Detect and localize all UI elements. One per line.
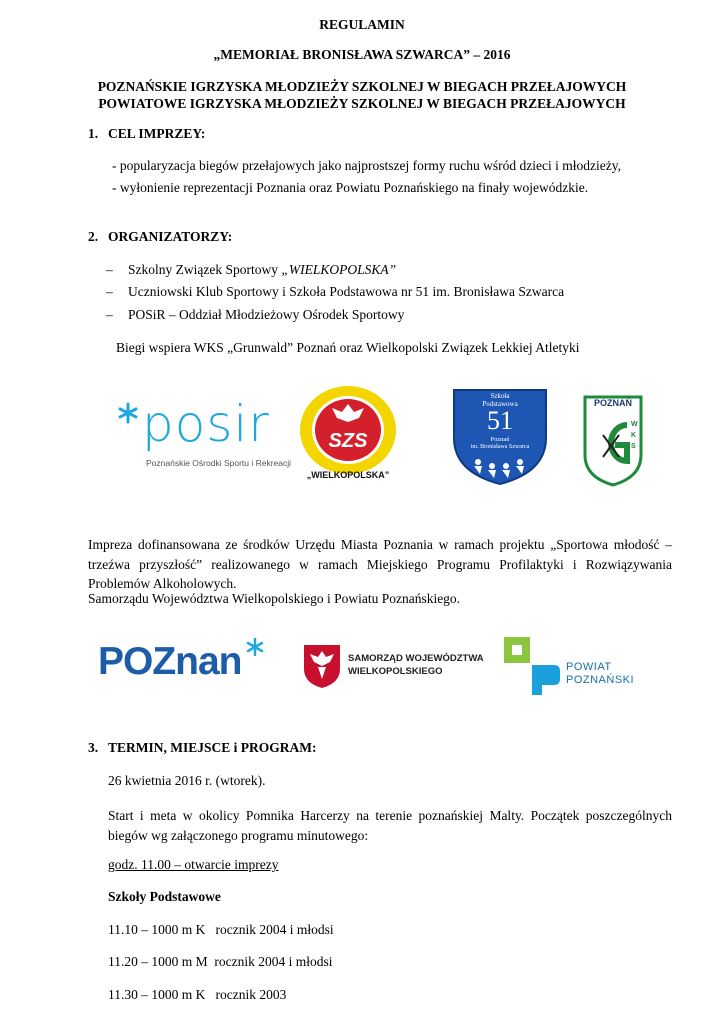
poznan-city-logo [98, 638, 268, 688]
sp51-top-1: Szkoła [490, 392, 510, 400]
list-item [106, 284, 564, 300]
opening-time: godz. 11.00 – otwarcie imprezy [108, 857, 279, 872]
section-1-title: CEL IMPRZEY: [108, 126, 206, 141]
organizer-1-italic: „WIELKOPOLSKA” [281, 262, 397, 277]
run-item: 11.30 – 1000 m K rocznik 2003 [108, 987, 287, 1002]
wks-letters: WKS [631, 421, 638, 450]
document-subtitle: „MEMORIAŁ BRONISŁAWA SZWARCA” – 2016 [213, 47, 511, 62]
section-3-number: 3. [88, 740, 99, 755]
section-1-item-1: - popularyzacja biegów przełajowych jako najprostszej formy ruchu wśród dzieci i młodzieży, [112, 158, 621, 173]
document-title: REGULAMIN [319, 17, 405, 32]
sp51-patron: im. Bronisława Szwarca [470, 444, 530, 450]
poznan-star-icon [246, 638, 264, 656]
section-1-number: 1. [88, 126, 99, 141]
szs-letters: SZS [328, 430, 368, 452]
wks-city: POZNAŃ [594, 398, 632, 408]
section-3-title: TERMIN, MIEJSCE i PROGRAM: [108, 740, 317, 755]
section-1-item-2: - wyłonienie reprezentacji Poznania oraz Powiatu Poznańskiego na finały wojewódzkie. [112, 180, 589, 195]
sp51-top-2: Podstawowa [482, 400, 518, 408]
samorzad-logo [302, 643, 484, 689]
posir-caption: Poznańskie Ośrodki Sportu i Rekreacji [146, 458, 292, 468]
powiat-poznanski-logo [502, 635, 642, 697]
funding-line-2: Samorządu Województwa Wielkopolskiego i Powiatu Poznańskiego. [88, 591, 461, 606]
list-item [106, 262, 396, 278]
szs-wielkopolska-logo [296, 384, 402, 490]
wks-grunwald-logo [583, 395, 643, 487]
header-line-1: POZNAŃSKIE IGRZYSKA MŁODZIEŻY SZKOLNEJ W BIEGACH PRZEŁAJOWYCH [97, 79, 627, 94]
samorzad-line-2: WIELKOPOLSKIEGO [348, 666, 443, 677]
list-item [106, 307, 404, 323]
powiat-line-2: POZNAŃSKI [566, 674, 635, 686]
run-item: 11.10 – 1000 m K rocznik 2004 i młodsi [108, 922, 334, 937]
samorzad-line-1: SAMORZĄD WOJEWÓDZTWA [348, 653, 484, 664]
szs-caption: „WIELKOPOLSKA” [306, 470, 390, 480]
posir-wordmark: posir [142, 395, 270, 453]
dash-bullet: – [106, 284, 113, 299]
organizer-2-name: Uczniowski Klub Sportowy i Szkoła Podstawowa nr 51 im. Bronisława Szwarca [128, 284, 565, 299]
start-location: Start i meta w okolicy Pomnika Harcerzy na terenie poznańskiej Malty. Początek poszczególnych biegów wg załączonego programu minutowego: [108, 808, 672, 843]
sp51-number: 51 [487, 406, 513, 435]
posir-star-icon [120, 404, 136, 422]
sp51-city: Poznań [490, 436, 510, 443]
schools-heading: Szkoły Podstawowe [108, 889, 221, 904]
sp51-logo [450, 386, 550, 486]
poznan-wordmark: POZnan [98, 640, 242, 683]
run-item: 11.20 – 1000 m M rocznik 2004 i młodsi [108, 954, 333, 969]
powiat-mark-icon [502, 635, 562, 697]
support-note: Biegi wspiera WKS „Grunwald” Poznań oraz Wielkopolski Związek Lekkiej Atletyki [116, 340, 580, 355]
organizer-3-name: POSiR – Oddział Młodzieżowy Ośrodek Sportowy [128, 307, 405, 322]
funding-paragraph: Impreza dofinansowana ze środków Urzędu Miasta Poznania w ramach projektu „Sportowa młodość – trzeźwa przyszłość” realizowanego w ramach Miejskiego Programu Profilaktyki i Rozwiązywania Problemów Alkoholowych. [88, 537, 672, 591]
posir-logo [116, 395, 292, 472]
dash-bullet: – [106, 307, 113, 322]
event-date: 26 kwietnia 2016 r. (wtorek). [108, 773, 266, 788]
section-2-title: ORGANIZATORZY: [108, 229, 233, 244]
section-2-number: 2. [88, 229, 99, 244]
dash-bullet: – [106, 262, 113, 277]
eagle-shield-icon [302, 643, 342, 689]
powiat-line-1: POWIAT [566, 661, 612, 673]
header-line-2: POWIATOWE IGRZYSKA MŁODZIEŻY SZKOLNEJ W BIEGACH PRZEŁAJOWYCH [98, 96, 626, 111]
organizer-1-name: Szkolny Związek Sportowy [128, 262, 282, 277]
